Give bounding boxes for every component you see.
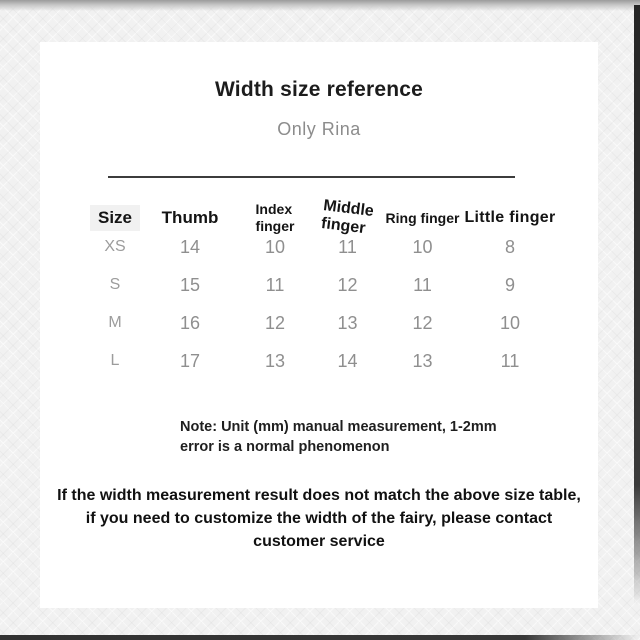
table-cell: 13 — [337, 312, 358, 333]
table-cell: 14 — [337, 350, 358, 371]
size-label: M — [108, 314, 122, 331]
photo-right-shadow — [634, 5, 640, 605]
table-cell: 11 — [338, 236, 357, 257]
table-cell: 11 — [500, 350, 520, 371]
table-cell: 13 — [412, 350, 433, 371]
column-header-size: Size — [90, 190, 140, 246]
column-header-thumb: Thumb — [161, 208, 219, 227]
divider-line — [108, 176, 515, 178]
table-cell: 9 — [504, 274, 515, 295]
table-cell: 13 — [264, 350, 286, 371]
column-header-little-finger: Little finger — [464, 209, 556, 226]
column-header-middle-finger: Middle finger — [320, 196, 375, 238]
photo-top-shadow — [0, 0, 640, 11]
table-cell: 17 — [179, 350, 201, 371]
customer-service-notice: If the width measurement result does not match the above size table, if you need to customize the width of the fairy, please contact customer service — [57, 486, 581, 550]
table-cell: 11 — [413, 274, 432, 295]
table-cell: 11 — [265, 274, 285, 295]
size-label: XS — [104, 238, 126, 255]
table-cell: 12 — [337, 274, 358, 295]
page-title: Width size reference — [214, 78, 424, 101]
table-cell: 8 — [504, 236, 515, 257]
table-cell: 12 — [264, 312, 286, 333]
brand-name: Only Rina — [277, 119, 361, 139]
size-label: S — [109, 276, 121, 293]
photo-bottom-shadow — [0, 635, 640, 640]
table-cell: 14 — [179, 236, 201, 257]
table-cell: 10 — [412, 236, 433, 257]
table-cell: 16 — [179, 312, 201, 333]
size-reference-card — [40, 42, 598, 608]
size-table — [90, 190, 560, 380]
size-label: L — [110, 352, 120, 369]
table-cell: 15 — [179, 274, 201, 295]
table-cell: 12 — [412, 312, 433, 333]
table-cell: 10 — [499, 312, 521, 333]
table-cell: 10 — [264, 236, 286, 257]
column-header-index-finger: Index finger — [255, 200, 295, 234]
measurement-note: Note: Unit (mm) manual measurement, 1-2mm error is a normal phenomenon — [180, 419, 497, 456]
column-header-ring-finger: Ring finger — [385, 210, 460, 226]
